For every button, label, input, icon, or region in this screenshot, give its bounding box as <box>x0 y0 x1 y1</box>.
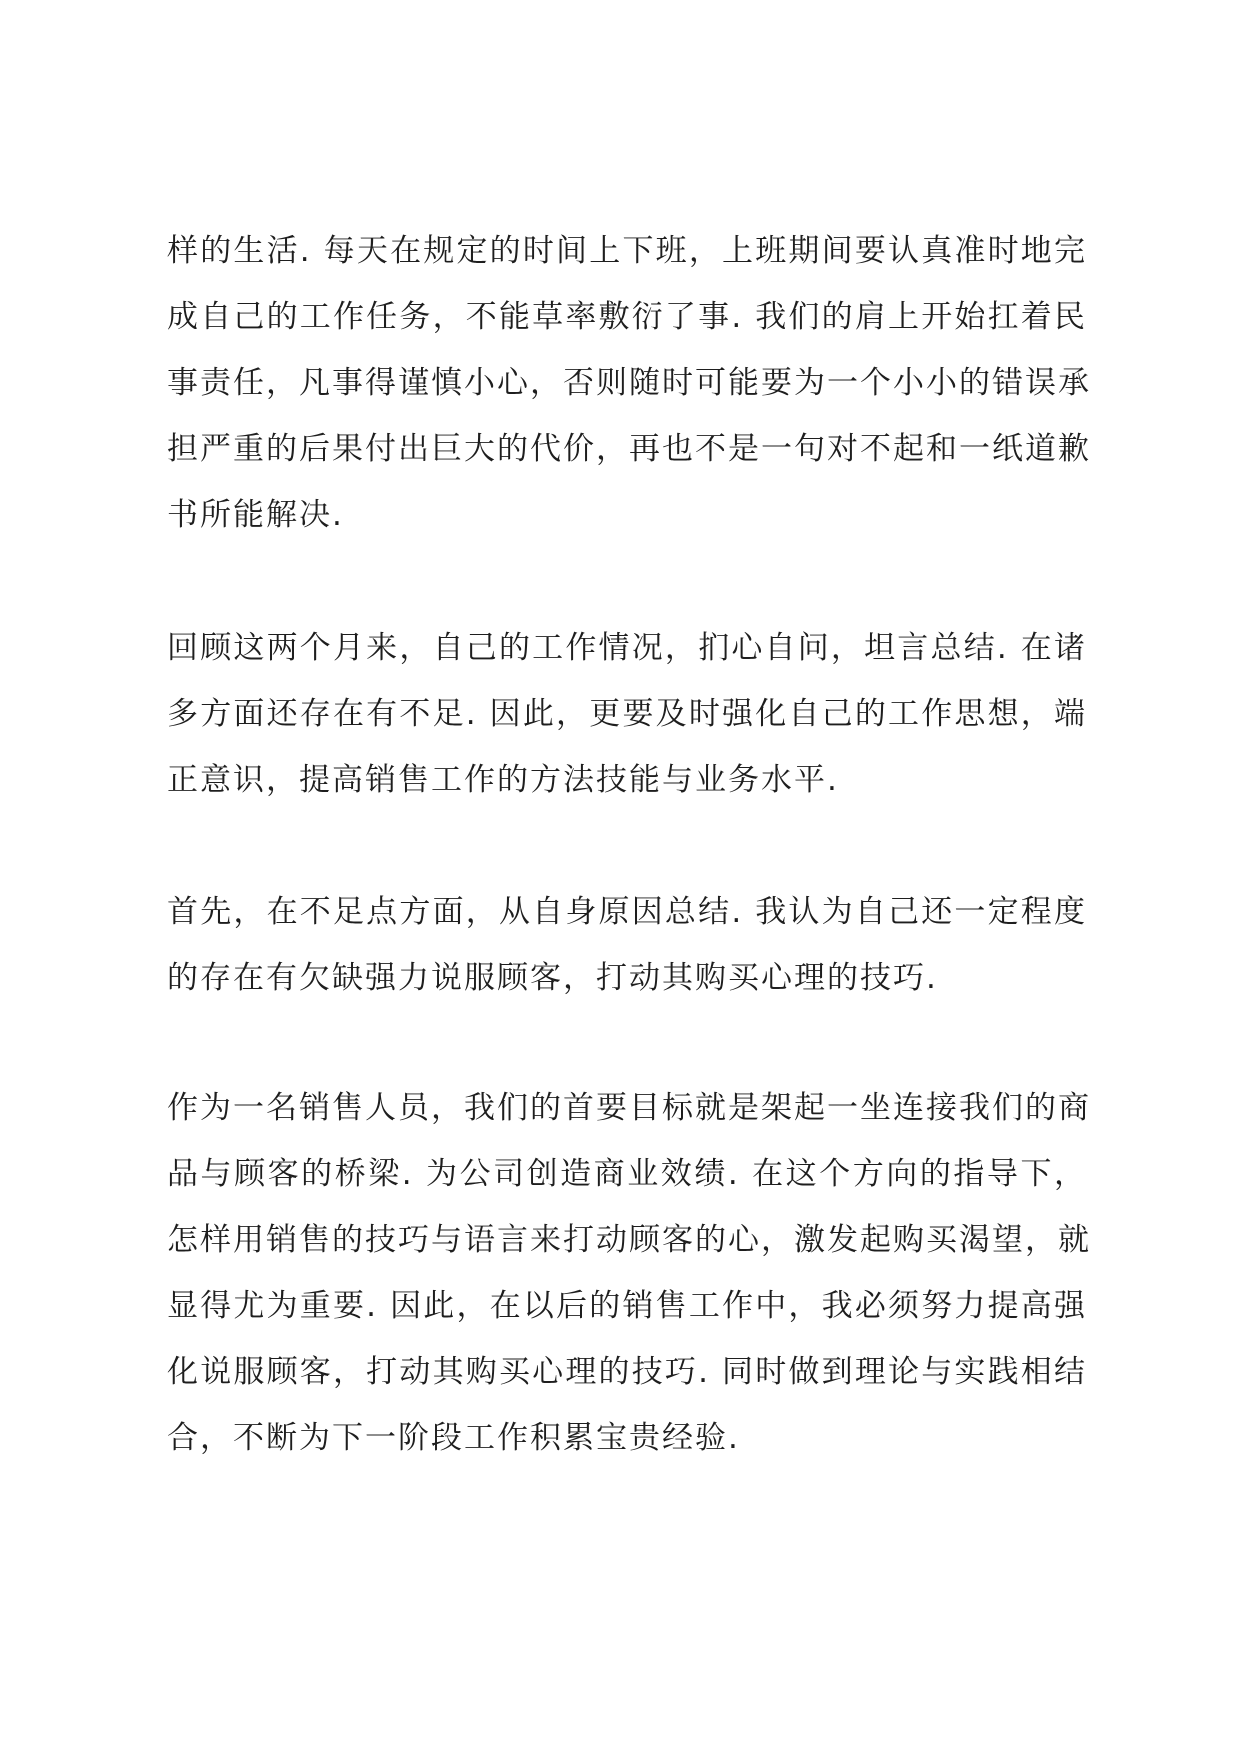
paragraph-2 <box>167 615 1087 813</box>
paragraph-line: 多方面还存在有不足. 因此，更要及时强化自己的工作思想，端 <box>167 696 1087 732</box>
paragraph-line: 书所能解决. <box>167 497 344 533</box>
paragraph-line: 回顾这两个月来，自己的工作情况，扪心自问，坦言总结. 在诸 <box>167 630 1087 666</box>
paragraph-line: 合，不断为下一阶段工作积累宝贵经验. <box>167 1420 740 1456</box>
paragraph-line: 正意识，提高销售工作的方法技能与业务水平. <box>167 762 839 798</box>
paragraph-line: 化说服顾客，打动其购买心理的技巧. 同时做到理论与实践相结 <box>167 1354 1087 1390</box>
paragraph-3 <box>167 879 1087 1011</box>
paragraph-line: 成自己的工作任务，不能草率敷衍了事. 我们的肩上开始扛着民 <box>167 299 1087 335</box>
paragraph-4 <box>167 1075 1091 1471</box>
paragraph-line: 的存在有欠缺强力说服顾客，打动其购买心理的技巧. <box>167 960 938 996</box>
paragraph-1 <box>167 218 1091 548</box>
paragraph-line: 样的生活. 每天在规定的时间上下班，上班期间要认真准时地完 <box>167 233 1087 269</box>
paragraph-line: 事责任，凡事得谨慎小心，否则随时可能要为一个小小的错误承 <box>167 365 1091 401</box>
paragraph-line: 担严重的后果付出巨大的代价，再也不是一句对不起和一纸道歉 <box>167 431 1091 467</box>
paragraph-line: 怎样用销售的技巧与语言来打动顾客的心，激发起购买渴望，就 <box>167 1222 1091 1258</box>
paragraph-line: 品与顾客的桥梁. 为公司创造商业效绩. 在这个方向的指导下， <box>167 1156 1087 1192</box>
paragraph-line: 显得尤为重要. 因此，在以后的销售工作中，我必须努力提高强 <box>167 1288 1087 1324</box>
paragraph-line: 首先，在不足点方面，从自身原因总结. 我认为自己还一定程度 <box>167 894 1087 930</box>
paragraph-line: 作为一名销售人员，我们的首要目标就是架起一坐连接我们的商 <box>167 1090 1091 1126</box>
